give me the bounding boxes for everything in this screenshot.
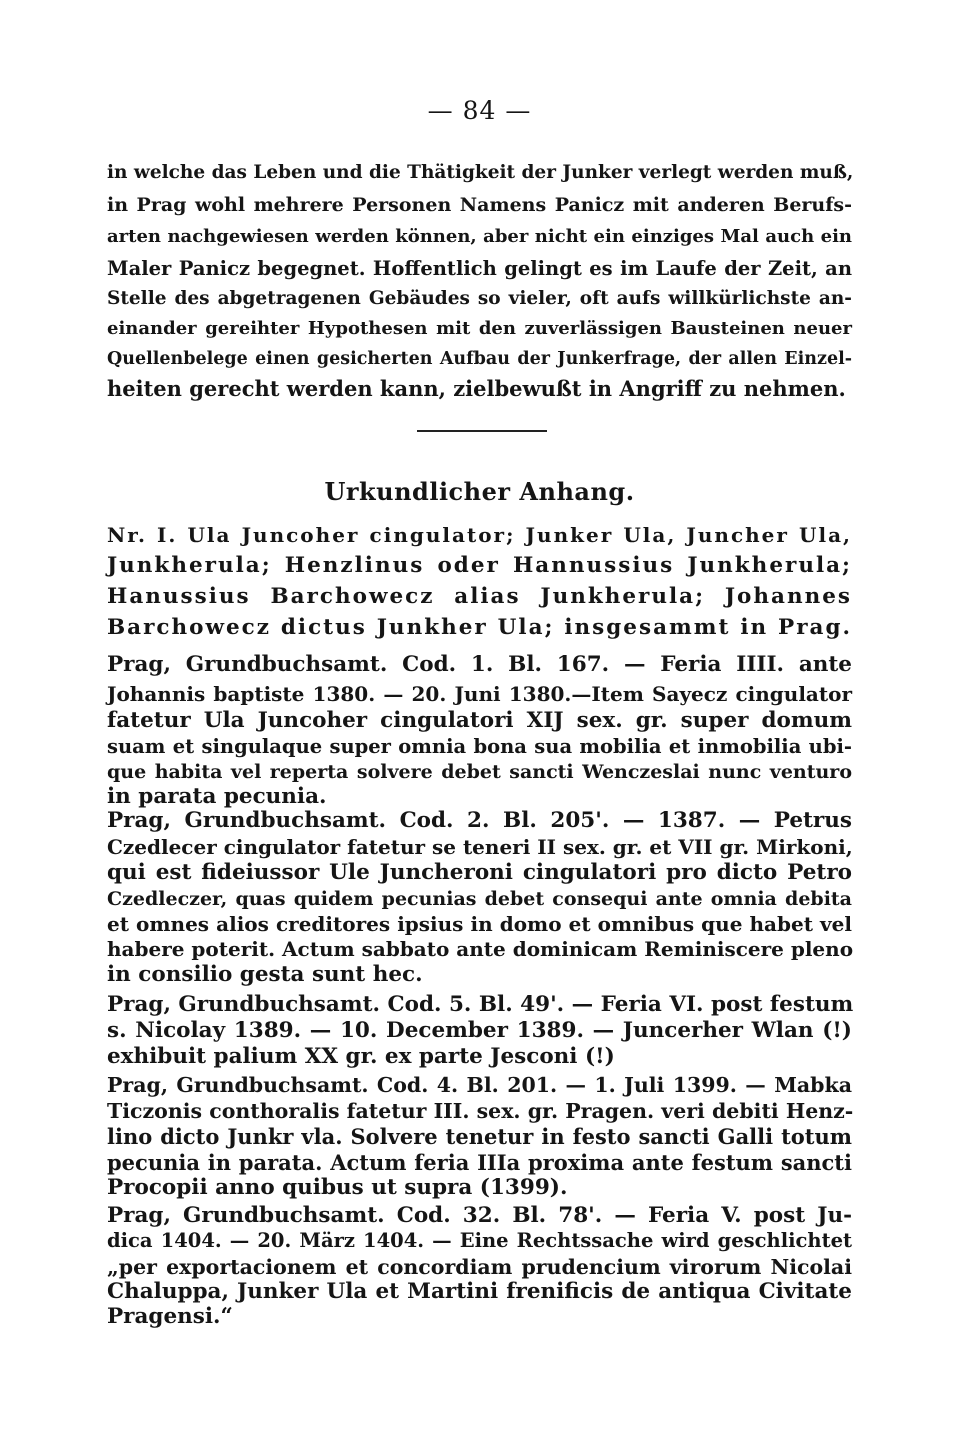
text-line: Junkherula; Henzlinus oder Hannussius Junkherula; — [107, 553, 852, 578]
text-line: Maler Panicz begegnet. Hoffentlich gelingt es im Laufe der Zeit, an — [107, 257, 852, 280]
page-number: — 84 — — [427, 96, 532, 125]
text-line: Nr. I. Ula Juncoher cingulator; Junker Ula, Juncher Ula, — [107, 523, 852, 547]
text-line: „per exportacionem et concordiam prudencium virorum Nicolai — [107, 1255, 852, 1279]
text-line: in consilio gesta sunt hec. — [107, 962, 423, 987]
text-line: lino dicto Junkr vla. Solvere tenetur in festo sancti Galli totum — [107, 1124, 852, 1149]
text-line: in Prag wohl mehrere Personen Namens Panicz mit anderen Berufs- — [107, 194, 852, 216]
text-line: fatetur Ula Juncoher cingulatori XIJ sex. gr. super domum — [107, 708, 852, 733]
text-line: Procopii anno quibus ut supra (1399). — [107, 1175, 568, 1200]
text-line: que habita vel reperta solvere debet sancti Wenczeslai nunc venturo — [107, 761, 852, 783]
text-line: in welche das Leben und die Thätigkeit der Junker verlegt werden muß, — [107, 162, 854, 183]
text-line: s. Nicolay 1389. — 10. December 1389. — Juncerher Wlan (!) — [107, 1018, 852, 1043]
text-line: pecunia in parata. Actum feria IIIa proxima ante festum sancti — [107, 1150, 852, 1175]
text-line: Chaluppa, Junker Ula et Martini frenificis de antiqua Civitate — [107, 1279, 852, 1304]
text-line: Prag, Grundbuchsamt. Cod. 5. Bl. 49'. — Feria VI. post festum — [107, 992, 854, 1017]
text-line: Hanussius Barchowecz alias Junkherula; Johannes — [107, 584, 852, 609]
text-line: Ticzonis conthoralis fatetur III. sex. gr. Pragen. veri debiti Henz- — [107, 1099, 854, 1123]
text-line: et omnes alios creditores ipsius in domo et omnibus que habet vel — [107, 912, 852, 936]
text-line: Prag, Grundbuchsamt. Cod. 4. Bl. 201. — 1. Juli 1399. — Mabka — [107, 1073, 852, 1097]
text-line: Barchowecz dictus Junkher Ula; insgesammt in Prag. — [107, 615, 852, 640]
text-line: suam et singulaque super omnia bona sua mobilia et inmobilia ubi- — [107, 735, 852, 758]
text-line: Johannis baptiste 1380. — 20. Juni 1380.—Item Sayecz cingulator — [107, 682, 852, 706]
text-line: arten nachgewiesen werden können, aber nicht ein einziges Mal auch ein — [107, 226, 852, 247]
text-line: Prag, Grundbuchsamt. Cod. 2. Bl. 205'. — 1387. — Petrus — [107, 808, 852, 833]
text-line: heiten gerecht werden kann, zielbewußt in Angriff zu nehmen. — [107, 376, 846, 401]
section-heading: Urkundlicher Anhang. — [324, 477, 635, 506]
section-divider — [417, 430, 547, 432]
text-line: habere poterit. Actum sabbato ante dominicam Reminiscere pleno — [107, 937, 854, 961]
text-line: in parata pecunia. — [107, 784, 327, 809]
text-line: Quellenbelege einen gesicherten Aufbau der Junkerfrage, der allen Einzel- — [107, 349, 852, 369]
text-line: Prag, Grundbuchsamt. Cod. 1. Bl. 167. — Feria IIII. ante — [107, 652, 852, 677]
text-line: qui est fideiussor Ule Juncheroni cingulatori pro dicto Petro — [107, 860, 852, 885]
text-line: dica 1404. — 20. März 1404. — Eine Rechtssache wird geschlichtet — [107, 1229, 852, 1252]
text-line: Prag, Grundbuchsamt. Cod. 32. Bl. 78'. — Feria V. post Ju- — [107, 1203, 852, 1228]
text-line: Stelle des abgetragenen Gebäudes so vieler, oft aufs willkürlichste an- — [107, 288, 852, 309]
text-line: exhibuit palium XX gr. ex parte Jesconi (!) — [107, 1044, 615, 1069]
text-line: Pragensi.“ — [107, 1304, 233, 1329]
text-line: Czedleczer, quas quidem pecunias debet consequi ante omnia debita — [107, 888, 852, 910]
text-line: einander gereihter Hypothesen mit den zuverlässigen Bausteinen neuer — [107, 318, 852, 339]
text-line: Czedlecer cingulator fatetur se teneri II sex. gr. et VII gr. Mirkoni, — [107, 835, 853, 859]
